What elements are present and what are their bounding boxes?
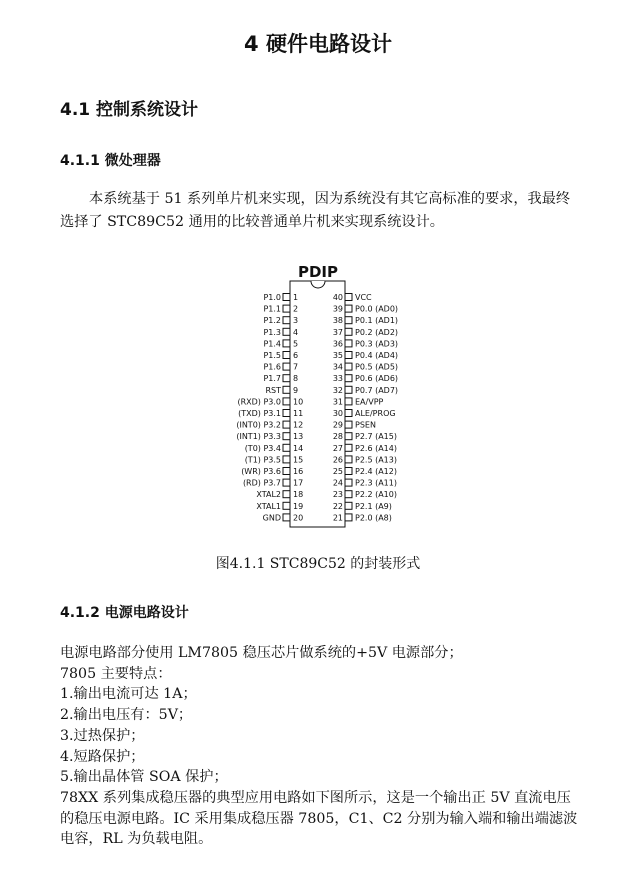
body-line: 2.输出电压有：5V； bbox=[60, 707, 193, 724]
pin-box-8 bbox=[283, 375, 290, 382]
pin-box-10 bbox=[283, 398, 290, 405]
pin-label-2: P1.1 bbox=[263, 304, 281, 314]
pin-number-35: 35 bbox=[332, 351, 343, 360]
pin-box-3 bbox=[283, 317, 290, 324]
pin-number-10: 10 bbox=[293, 397, 304, 407]
pin-box-30 bbox=[345, 410, 352, 417]
pin-number-8: 8 bbox=[293, 374, 299, 384]
pin-label-3: P1.2 bbox=[263, 316, 281, 326]
pin-label-34: P0.5 (AD5) bbox=[355, 362, 399, 372]
pin-label-15: (T1) P3.5 bbox=[244, 455, 281, 465]
pin-label-10: (RXD) P3.0 bbox=[237, 397, 281, 407]
pin-label-5: P1.4 bbox=[263, 339, 281, 349]
regulator-paragraph: 78XX 系列集成稳压器的典型应用电路如下图所示，这是一个输出正 5V 直流电压的稳压电源电路。IC 采用集成稳压器 7805，C1、C2 分别为输入端和输出端滤波电容，RL 为负载电阻。 bbox=[60, 789, 578, 848]
pin-box-32 bbox=[345, 386, 352, 393]
pin-number-38: 38 bbox=[332, 316, 343, 326]
pin-box-15 bbox=[283, 456, 290, 463]
pin-label-4: P1.3 bbox=[263, 327, 281, 337]
pin-label-7: P1.6 bbox=[263, 362, 281, 372]
subsection-title-power: 4.1.2 电源电路设计 bbox=[60, 605, 189, 621]
pin-label-13: (INT1) P3.3 bbox=[236, 432, 281, 442]
pin-label-17: (RD) P3.7 bbox=[242, 478, 281, 488]
pin-box-31 bbox=[345, 398, 352, 405]
pin-box-9 bbox=[283, 386, 290, 393]
pin-box-25 bbox=[345, 468, 352, 475]
pin-number-23: 23 bbox=[332, 490, 343, 500]
pin-label-22: P2.1 (A9) bbox=[355, 501, 392, 511]
pin-number-15: 15 bbox=[293, 455, 304, 465]
pin-label-36: P0.3 (AD3) bbox=[355, 339, 399, 349]
pin-label-30: ALE/PROG bbox=[355, 409, 396, 418]
pin-box-36 bbox=[345, 340, 352, 347]
pin-number-17: 17 bbox=[293, 478, 304, 488]
power-section-body bbox=[60, 643, 582, 850]
pin-label-18: XTAL2 bbox=[256, 490, 281, 500]
pin-label-26: P2.5 (A13) bbox=[355, 455, 397, 465]
chip-package-label: PDIP bbox=[297, 263, 339, 281]
pin-box-20 bbox=[283, 514, 290, 521]
pin-number-26: 26 bbox=[332, 455, 343, 465]
pin-box-29 bbox=[345, 421, 352, 428]
pin-number-3: 3 bbox=[293, 316, 299, 326]
body-line: 1.输出电流可达 1A； bbox=[60, 686, 197, 703]
pin-box-13 bbox=[283, 433, 290, 440]
pin-box-6 bbox=[283, 352, 290, 359]
body-line: 7805 主要特点： bbox=[60, 665, 172, 682]
pin-label-23: P2.2 (A10) bbox=[355, 490, 397, 500]
pin-box-26 bbox=[345, 456, 352, 463]
pin-number-20: 20 bbox=[293, 513, 304, 523]
pin-box-19 bbox=[283, 502, 290, 509]
pin-number-14: 14 bbox=[293, 443, 304, 453]
pin-number-6: 6 bbox=[293, 351, 299, 360]
pin-number-24: 24 bbox=[332, 478, 343, 488]
pin-label-12: (INT0) P3.2 bbox=[236, 420, 281, 430]
pin-number-21: 21 bbox=[332, 513, 343, 523]
pin-label-24: P2.3 (A11) bbox=[355, 478, 397, 488]
pin-number-12: 12 bbox=[293, 420, 304, 430]
pin-label-40: VCC bbox=[355, 293, 372, 302]
pin-number-33: 33 bbox=[332, 374, 343, 384]
pin-number-28: 28 bbox=[332, 432, 343, 442]
pin-label-20: GND bbox=[262, 513, 281, 523]
pin-label-38: P0.1 (AD1) bbox=[355, 316, 399, 326]
pin-box-18 bbox=[283, 491, 290, 498]
pin-number-32: 32 bbox=[332, 385, 343, 395]
pin-number-2: 2 bbox=[293, 304, 299, 314]
pin-number-37: 37 bbox=[332, 327, 343, 337]
pin-box-17 bbox=[283, 479, 290, 486]
pin-number-30: 30 bbox=[332, 409, 343, 418]
pin-number-18: 18 bbox=[293, 490, 304, 500]
pin-number-31: 31 bbox=[332, 397, 343, 407]
pin-number-7: 7 bbox=[293, 362, 299, 372]
pin-label-29: PSEN bbox=[355, 420, 376, 430]
pin-label-6: P1.5 bbox=[263, 351, 281, 360]
pin-number-13: 13 bbox=[293, 432, 304, 442]
pin-box-2 bbox=[283, 305, 290, 312]
pin-number-29: 29 bbox=[332, 420, 343, 430]
pin-label-19: XTAL1 bbox=[256, 501, 281, 511]
pin-label-11: (TXD) P3.1 bbox=[238, 409, 281, 418]
pin-box-12 bbox=[283, 421, 290, 428]
pin-label-35: P0.4 (AD4) bbox=[355, 351, 399, 360]
paragraph-microprocessor: 本系统基于 51 系列单片机来实现，因为系统没有其它高标准的要求，我最终选择了 STC89C52 通用的比较普通单片机来实现系统设计。 bbox=[60, 191, 571, 230]
body-line: 3.过热保护； bbox=[60, 727, 145, 744]
body-line: 电源电路部分使用 LM7805 稳压芯片做系统的+5V 电源部分； bbox=[60, 645, 463, 661]
pin-box-28 bbox=[345, 433, 352, 440]
pin-label-8: P1.7 bbox=[263, 374, 281, 384]
pin-number-40: 40 bbox=[332, 293, 343, 302]
pin-label-9: RST bbox=[265, 385, 281, 395]
pin-box-33 bbox=[345, 375, 352, 382]
pin-box-35 bbox=[345, 352, 352, 359]
pin-number-34: 34 bbox=[332, 362, 343, 372]
subsection-title-microprocessor: 4.1.1 微处理器 bbox=[60, 153, 161, 169]
pin-number-19: 19 bbox=[293, 501, 304, 511]
pin-box-7 bbox=[283, 363, 290, 370]
pin-number-39: 39 bbox=[332, 304, 343, 314]
pin-box-5 bbox=[283, 340, 290, 347]
pin-box-4 bbox=[283, 328, 290, 335]
pin-number-25: 25 bbox=[332, 467, 343, 476]
pin-box-21 bbox=[345, 514, 352, 521]
pin-label-33: P0.6 (AD6) bbox=[355, 374, 399, 384]
pin-number-4: 4 bbox=[293, 327, 299, 337]
pin-box-39 bbox=[345, 305, 352, 312]
pin-number-22: 22 bbox=[332, 501, 343, 511]
pin-box-16 bbox=[283, 468, 290, 475]
pin-label-27: P2.6 (A14) bbox=[355, 443, 397, 453]
pin-box-11 bbox=[283, 410, 290, 417]
pin-label-39: P0.0 (AD0) bbox=[355, 304, 399, 314]
pin-label-21: P2.0 (A8) bbox=[355, 513, 392, 523]
body-line: 5.输出晶体管 SOA 保护； bbox=[60, 769, 228, 786]
pin-box-34 bbox=[345, 363, 352, 370]
pin-box-22 bbox=[345, 502, 352, 509]
pin-label-28: P2.7 (A15) bbox=[355, 432, 397, 442]
pin-number-9: 9 bbox=[293, 385, 299, 395]
chip-pinout-diagram bbox=[0, 255, 636, 535]
pin-box-14 bbox=[283, 444, 290, 451]
pin-label-14: (T0) P3.4 bbox=[244, 443, 281, 453]
section-title: 4.1 控制系统设计 bbox=[60, 100, 199, 120]
pin-box-37 bbox=[345, 328, 352, 335]
pin-box-1 bbox=[283, 294, 290, 301]
pin-box-23 bbox=[345, 491, 352, 498]
pin-number-5: 5 bbox=[293, 339, 299, 349]
pin-label-32: P0.7 (AD7) bbox=[355, 385, 399, 395]
body-line: 4.短路保护； bbox=[60, 748, 145, 765]
pin-box-38 bbox=[345, 317, 352, 324]
pin-label-25: P2.4 (A12) bbox=[355, 467, 397, 476]
chapter-title: 4 硬件电路设计 bbox=[244, 32, 392, 56]
pin-box-24 bbox=[345, 479, 352, 486]
pin-number-1: 1 bbox=[293, 293, 299, 302]
pin-label-16: (WR) P3.6 bbox=[241, 467, 281, 476]
pin-box-27 bbox=[345, 444, 352, 451]
pin-number-27: 27 bbox=[332, 443, 343, 453]
figure-caption: 图4.1.1 STC89C52 的封装形式 bbox=[215, 556, 421, 572]
pin-box-40 bbox=[345, 294, 352, 301]
pin-label-31: EA/VPP bbox=[355, 397, 384, 407]
pin-label-1: P1.0 bbox=[263, 293, 281, 302]
pin-number-16: 16 bbox=[293, 467, 304, 476]
pin-number-11: 11 bbox=[293, 409, 304, 418]
pin-number-36: 36 bbox=[332, 339, 343, 349]
pin-label-37: P0.2 (AD2) bbox=[355, 327, 399, 337]
